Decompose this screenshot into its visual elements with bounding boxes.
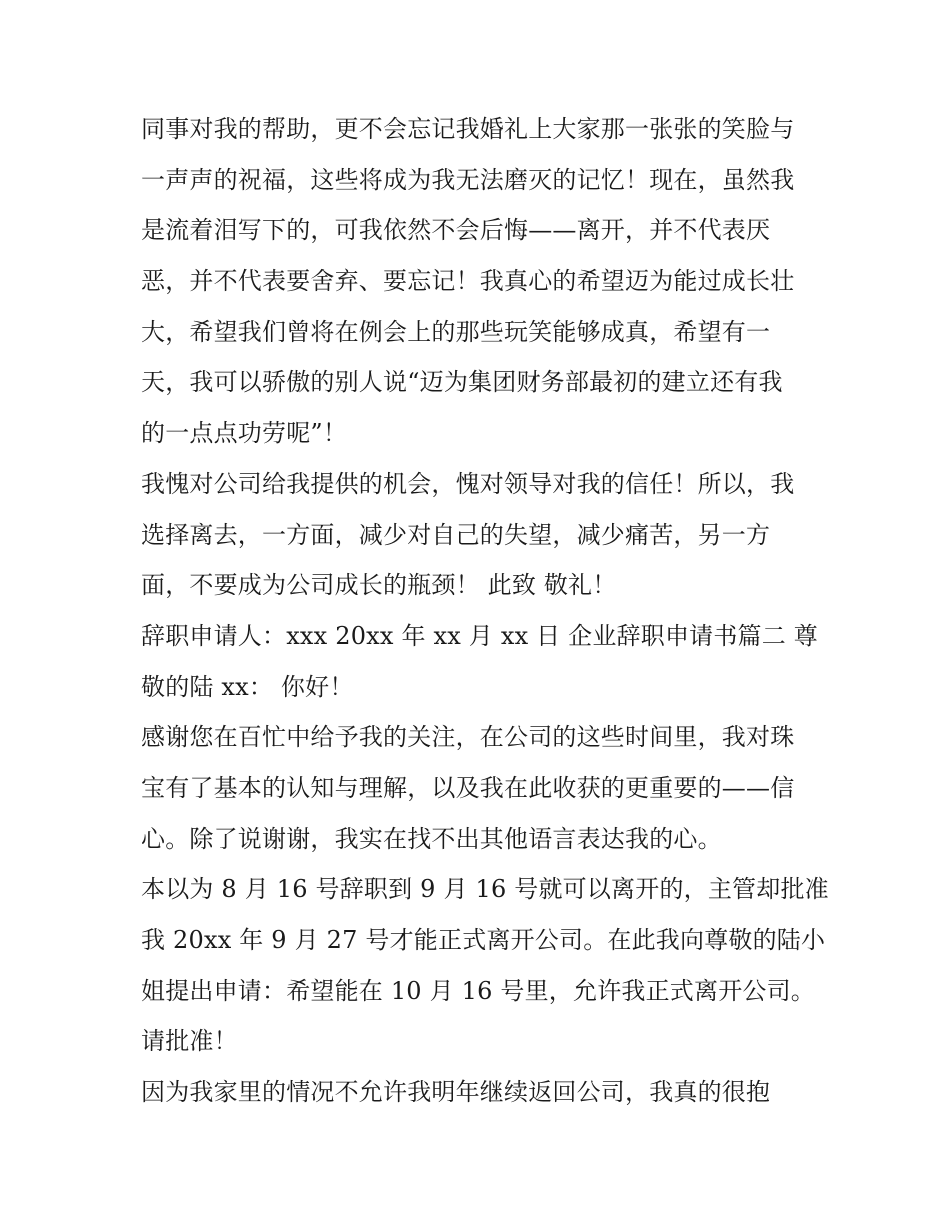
text-line: 心。除了说谢谢，我实在找不出其他语言表达我的心。 <box>141 824 722 853</box>
text-line: 选择离去，一方面，减少对自己的失望，减少痛苦，另一方 <box>141 520 771 549</box>
text-line: 我愧对公司给我提供的机会，愧对领导对我的信任！所以，我 <box>141 469 795 498</box>
text-line: 因为我家里的情况不允许我明年继续返回公司，我真的很抱 <box>141 1078 771 1107</box>
text-line: 宝有了基本的认知与理解，以及我在此收获的更重要的——信 <box>141 773 795 802</box>
body-text <box>141 104 829 1118</box>
text-line: 敬的陆 xx： 你好！ <box>141 672 354 701</box>
text-line: 姐提出申请：希望能在 10 月 16 号里，允许我正式离开公司。 <box>141 976 815 1005</box>
text-line: 的一点点功劳呢”！ <box>141 419 348 448</box>
text-line: 面，不要成为公司成长的瓶颈！ 此致 敬礼！ <box>141 571 617 600</box>
text-line: 大，希望我们曾将在例会上的那些玩笑能够成真，希望有一 <box>141 317 771 346</box>
text-line: 辞职申请人：xxx 20xx 年 xx 月 xx 日 企业辞职申请书篇二 尊 <box>141 621 818 650</box>
text-line: 同事对我的帮助，更不会忘记我婚礼上大家那一张张的笑脸与 <box>141 115 795 143</box>
text-line: 我 20xx 年 9 月 27 号才能正式离开公司。在此我向尊敬的陆小 <box>141 926 826 954</box>
text-line: 恶，并不代表要舍弃、要忘记！我真心的希望迈为能过成长壮 <box>141 267 795 296</box>
text-line: 感谢您在百忙中给予我的关注，在公司的这些时间里，我对珠 <box>141 723 795 752</box>
text-line: 请批准！ <box>141 1027 238 1056</box>
text-line: 一声声的祝福，这些将成为我无法磨灭的记忆！现在，虽然我 <box>141 165 795 194</box>
text-line: 本以为 8 月 16 号辞职到 9 月 16 号就可以离开的，主管却批准 <box>141 875 829 904</box>
text-line: 天，我可以骄傲的别人说“迈为集团财务部最初的建立还有我 <box>141 368 783 397</box>
text-line: 是流着泪写下的，可我依然不会后悔——离开，并不代表厌 <box>141 216 771 245</box>
